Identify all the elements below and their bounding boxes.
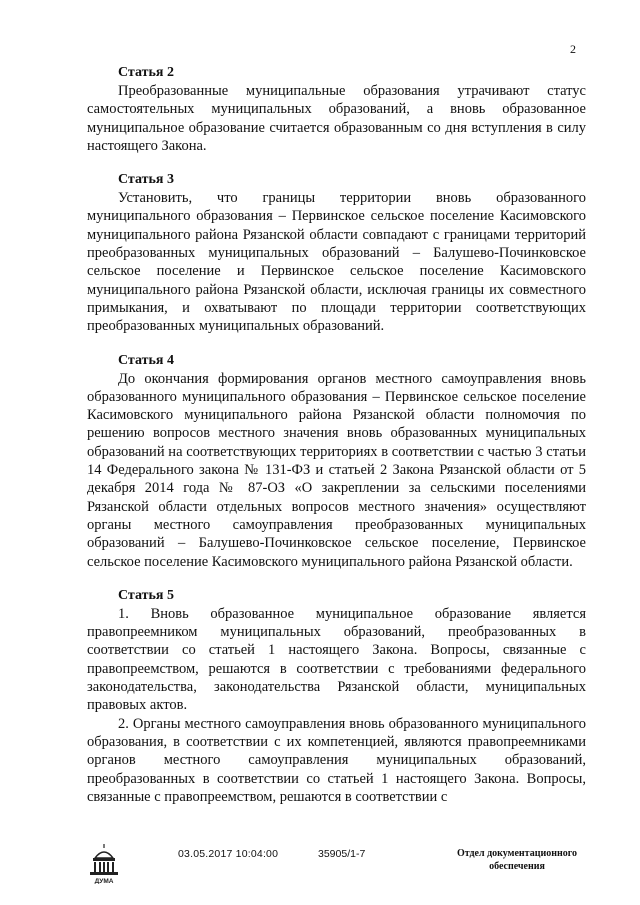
article-paragraph: До окончания формирования органов местного самоуправления вновь образованного муниципального образования – Первинское сельское поселение Касимовского муниципального района Рязанской области полномочия по решению вопросов местного значения вновь образованных муниципальных образований на соответствующих территориях в соответствии с частью 3 статьи 14 Федерального закона № 131-ФЗ и статьей 2 Закона Рязанской области от 5 декабря 2014 года № 87-ОЗ «О закреплении за сельскими поселениями Рязанской области отдельных вопросов местного значения» осуществляют органы местного самоуправления преобразованных муниципальных образований – Балушево-Починковское сельское поселение, Первинское сельское поселение Касимовского муниципального района Рязанской области. xyxy=(87,370,586,570)
registration-number: 35905/1-7 xyxy=(318,848,366,860)
duma-building-icon xyxy=(84,842,124,884)
article-paragraph: 2. Органы местного самоуправления вновь образованного муниципального образования, в соответствии с их компетенцией, являются правопреемниками органов местного самоуправления муниципальных образований, преобразованных в соответствии со статьей 1 настоящего Закона. Вопросы, связанные с правопреемством, решаются в соответствии с xyxy=(87,715,586,805)
article-heading: Статья 2 xyxy=(118,65,174,80)
article-2 xyxy=(87,64,586,155)
logo-text: ДУМА xyxy=(94,878,114,884)
timestamp: 03.05.2017 10:04:00 xyxy=(178,848,279,860)
department-label: Отдел документационного обеспечения xyxy=(456,848,578,872)
page-number: 2 xyxy=(570,42,576,56)
article-heading: Статья 3 xyxy=(118,172,174,188)
page-footer xyxy=(0,838,640,888)
document-body xyxy=(87,64,586,822)
article-paragraph: Установить, что границы территории вновь образованного муниципального образования – Первинское сельское поселение Касимовского муниципального района Рязанской области совпадают с границами территорий преобразованных муниципальных образований – Балушево-Починковское сельское поселение и Первинское сельское поселение Касимовского муниципального района Рязанской области, исключая границы их совместного примыкания, и охватывают по площади территории соответствующих преобразованных муниципальных образований. xyxy=(87,190,586,335)
article-paragraph: Преобразованные муниципальные образования утрачивают статус самостоятельных муниципальных образований, а вновь образованное муниципальное образование считается образованным со дня вступления в силу настоящего Закона. xyxy=(87,83,586,154)
article-heading: Статья 5 xyxy=(118,587,174,603)
article-heading: Статья 4 xyxy=(118,352,174,368)
article-5 xyxy=(87,587,586,806)
article-4 xyxy=(87,352,586,571)
article-paragraph: 1. Вновь образованное муниципальное образование является правопреемником муниципальных образований, преобразованных в соответствии со статьей 1 настоящего Закона. Вопросы, связанные с правопреемством, решаются в соответствии с требованиями федерального законодательства, законодательства Рязанской области, муниципальных правовых актов. xyxy=(87,605,586,714)
article-3 xyxy=(87,171,586,335)
